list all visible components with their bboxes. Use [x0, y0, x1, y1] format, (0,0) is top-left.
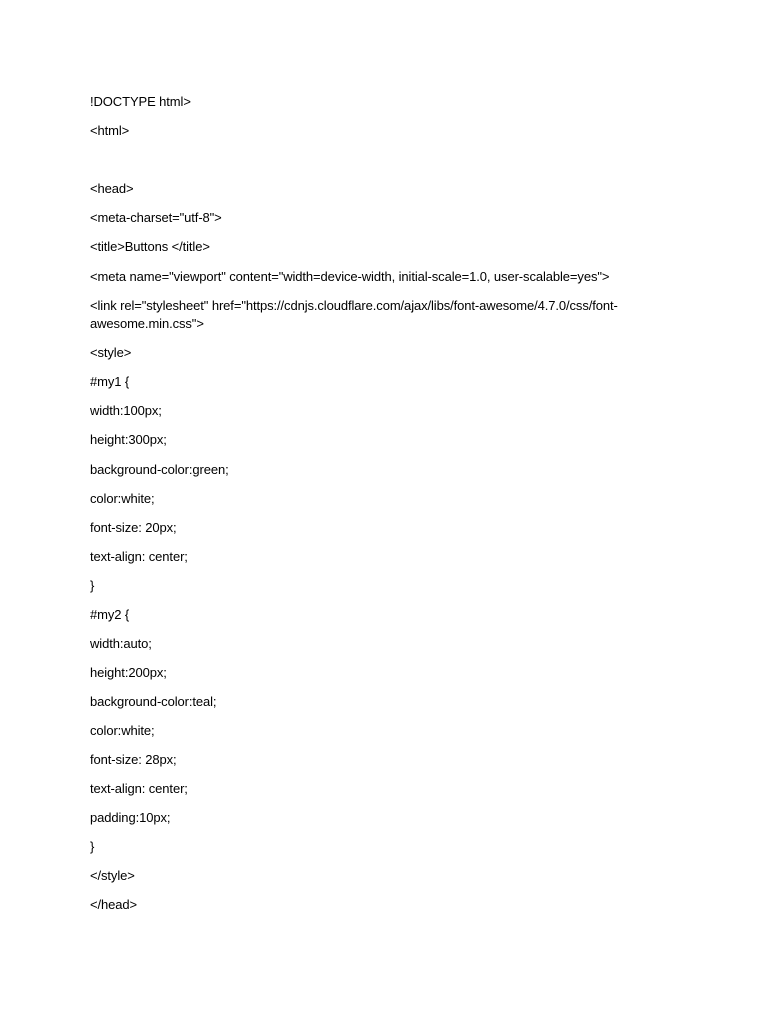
doc-line-my2-font-size: font-size: 28px;: [90, 752, 177, 767]
doc-line-my1-color: color:white;: [90, 491, 155, 506]
doc-line-doctype: !DOCTYPE html>: [90, 94, 191, 109]
doc-line-title: <title>Buttons </title>: [90, 239, 210, 254]
doc-line-my2-height: height:200px;: [90, 665, 167, 680]
doc-line-my2-width: width:auto;: [90, 636, 152, 651]
doc-line-my1-height: height:300px;: [90, 432, 167, 447]
doc-line-my1-bg: background-color:green;: [90, 462, 229, 477]
doc-line-my2-open: #my2 {: [90, 607, 130, 622]
doc-line-head-open: <head>: [90, 181, 134, 196]
doc-line-my2-padding: padding:10px;: [90, 810, 171, 825]
doc-line-my1-width: width:100px;: [90, 403, 162, 418]
doc-line-my1-font-size: font-size: 20px;: [90, 520, 177, 535]
doc-line-style-open: <style>: [90, 345, 132, 360]
doc-line-style-close: </style>: [90, 868, 135, 883]
doc-line-html-open: <html>: [90, 123, 130, 138]
doc-line-my1-close: }: [90, 578, 95, 593]
doc-line-my1-open: #my1 {: [90, 374, 130, 389]
doc-line-head-close: </head>: [90, 897, 138, 912]
doc-line-my2-bg: background-color:teal;: [90, 694, 217, 709]
doc-line-meta-viewport: <meta name="viewport" content="width=device-width, initial-scale=1.0, user-scalable=yes">: [90, 269, 610, 284]
doc-line-my2-color: color:white;: [90, 723, 155, 738]
doc-line-meta-charset: <meta-charset="utf-8">: [90, 210, 222, 225]
doc-line-link-stylesheet: <link rel="stylesheet" href="https://cdnjs.cloudflare.com/ajax/libs/font-awesome/4.7.0/css/font-awesome.min.css">: [90, 298, 618, 331]
doc-line-my2-close: }: [90, 839, 95, 854]
doc-line-my1-text-align: text-align: center;: [90, 549, 188, 564]
doc-line-my2-text-align: text-align: center;: [90, 781, 188, 796]
